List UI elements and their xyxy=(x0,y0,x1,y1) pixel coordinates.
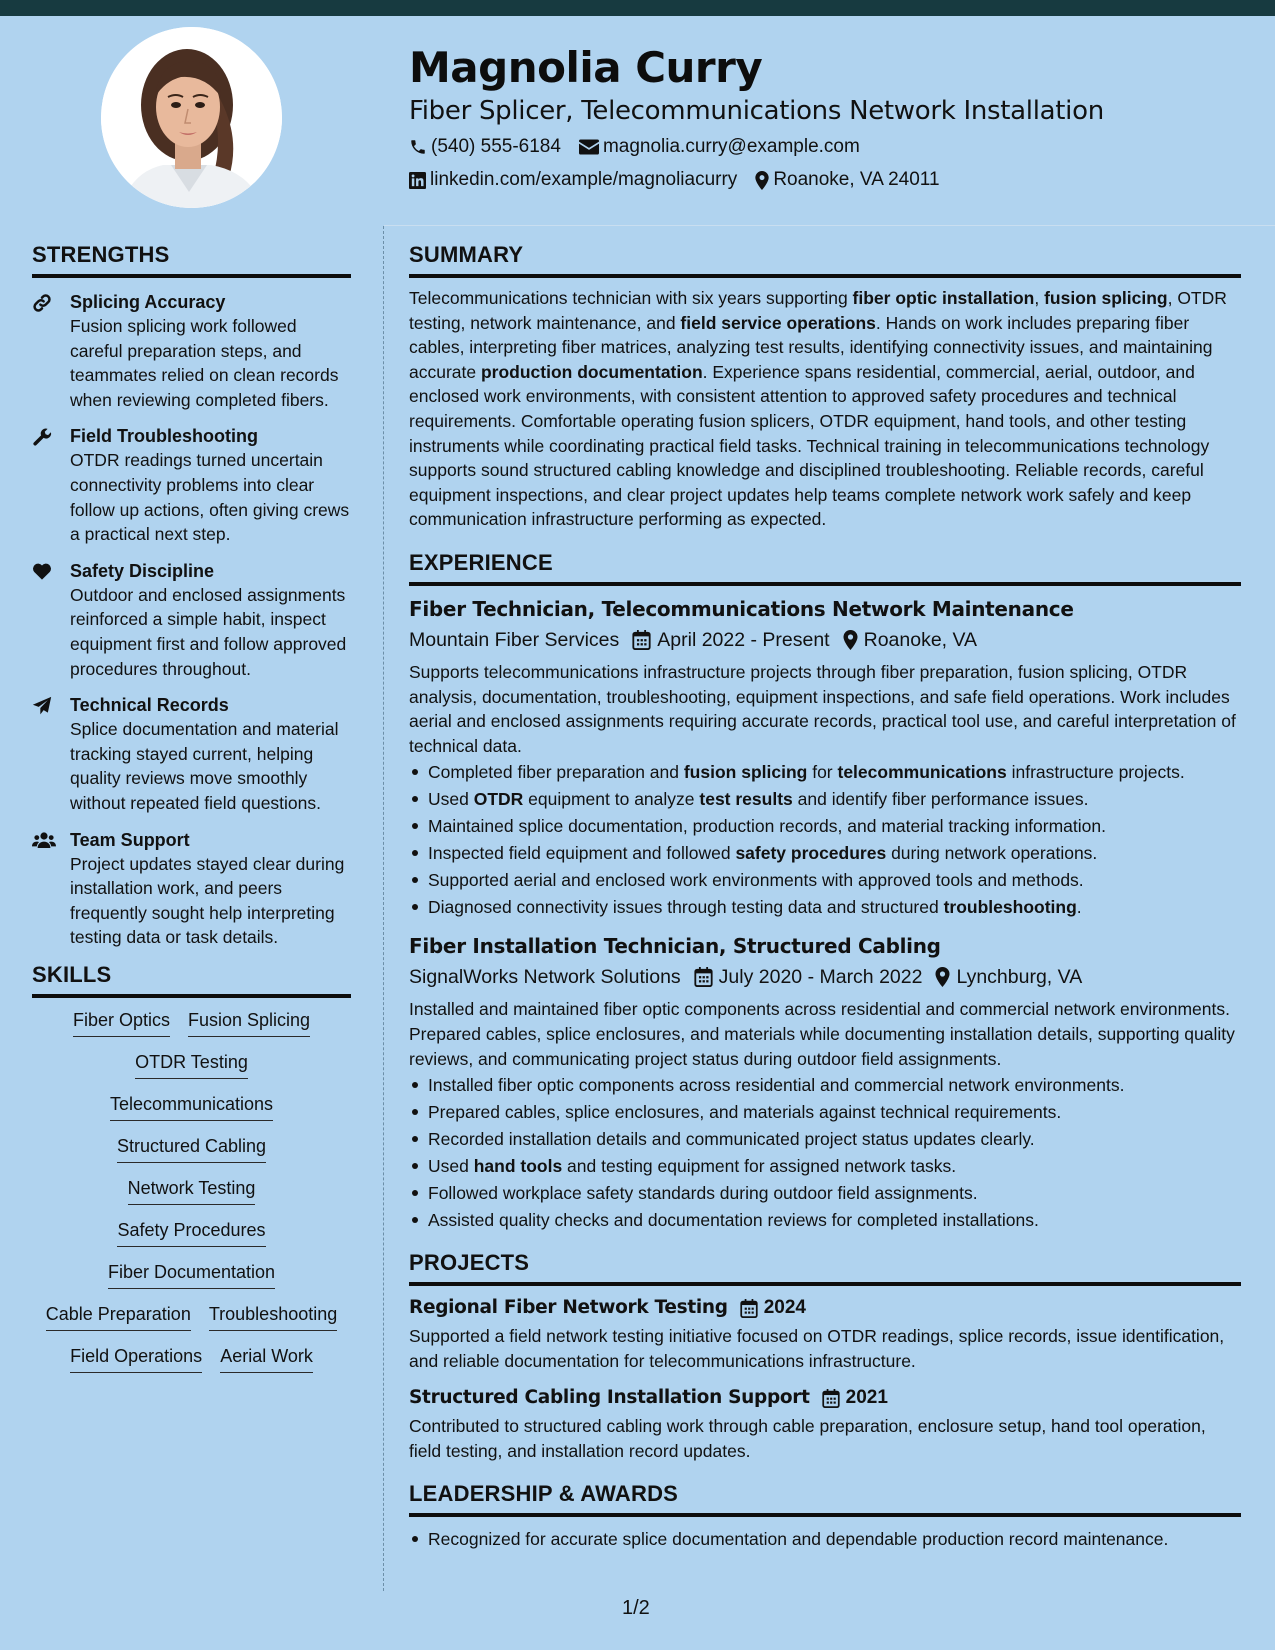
job-description: Installed and maintained fiber optic components across residential and commercial network environments. Prepared cables, splice enclosures, and materials while documenting installation details, supporting quality reviews, and communicating project status during outdoor field assignments. xyxy=(409,999,1235,1069)
job-description: Supports telecommunications infrastructure projects through fiber preparation, fusion splicing, OTDR analysis, documentation, troubleshooting, equipment inspections, and safe field operations. Work includes aerial and enclosed assignments requiring accurate records, practical tool use, and careful interpretation of technical data. xyxy=(409,661,1236,756)
location-text: Roanoke, VA 24011 xyxy=(773,169,940,190)
skill-row xyxy=(32,1008,351,1037)
project-entry xyxy=(409,1386,1241,1463)
candidate-title: Fiber Splicer, Telecommunications Network Installation xyxy=(409,96,1104,126)
phone-text: (540) 555-6184 xyxy=(431,136,561,157)
skill-row xyxy=(32,1092,351,1121)
experience-heading: EXPERIENCE xyxy=(409,550,1241,586)
phone-contact xyxy=(409,135,561,159)
award-item: Recognized for accurate splice documentation and dependable production record maintenance. xyxy=(428,1527,1241,1551)
email-contact[interactable] xyxy=(579,135,860,159)
profile-photo xyxy=(101,27,282,208)
skill-row xyxy=(32,1050,351,1079)
skill-tag: Fiber Documentation xyxy=(108,1260,275,1289)
strength-item xyxy=(32,828,351,950)
strength-item xyxy=(32,693,351,815)
job-role: Fiber Installation Technician, Structured Cabling xyxy=(409,934,941,959)
calendar-icon xyxy=(822,1389,840,1408)
summary-heading: SUMMARY xyxy=(409,242,1241,278)
project-name: Regional Fiber Network Testing xyxy=(409,1297,728,1319)
strength-desc: Fusion splicing work followed careful preparation steps, and teammates relied on clean records when reviewing completed fibers. xyxy=(70,316,339,410)
link-icon xyxy=(32,293,52,313)
strengths-list xyxy=(32,290,351,950)
skill-tag: Fusion Splicing xyxy=(188,1008,310,1037)
skill-tag: Network Testing xyxy=(128,1176,256,1205)
job-entry xyxy=(409,596,1241,919)
strength-desc: Splice documentation and material tracking stayed current, helping quality reviews move smoothly without repeated field questions. xyxy=(70,719,339,813)
job-meta xyxy=(409,627,1241,653)
skill-tag: Troubleshooting xyxy=(209,1302,337,1331)
phone-icon xyxy=(409,138,427,156)
skill-tag: Safety Procedures xyxy=(117,1218,265,1247)
strength-desc: Project updates stayed clear during installation work, and peers frequently sought help interpreting testing data or task details. xyxy=(70,853,345,948)
bullet-item: Diagnosed connectivity issues through testing data and structured troubleshooting. xyxy=(428,895,1241,919)
strength-item xyxy=(32,424,351,546)
project-description: Supported a field network testing initiative focused on OTDR readings, splice records, issue identification, and reliable documentation for telecommunications infrastructure. xyxy=(409,1326,1225,1371)
users-icon xyxy=(32,831,56,849)
skill-tag: Cable Preparation xyxy=(46,1302,191,1331)
job-location: Roanoke, VA xyxy=(863,628,978,651)
bullet-item: Prepared cables, splice enclosures, and materials against technical requirements. xyxy=(428,1100,1241,1124)
bullet-item: Followed workplace safety standards during outdoor field assignments. xyxy=(428,1181,1241,1205)
job-company: Mountain Fiber Services xyxy=(409,628,620,651)
strength-title: Splicing Accuracy xyxy=(70,292,226,312)
map-pin-icon xyxy=(935,967,950,987)
calendar-icon xyxy=(694,967,713,987)
linkedin-contact[interactable] xyxy=(409,168,737,192)
page-number: 1/2 xyxy=(622,1597,650,1619)
map-pin-icon xyxy=(755,171,769,190)
column-divider xyxy=(383,226,384,1591)
skill-tag: Telecommunications xyxy=(110,1092,273,1121)
job-bullets xyxy=(409,1073,1241,1232)
skill-tag: Structured Cabling xyxy=(117,1134,266,1163)
job-entry xyxy=(409,933,1241,1232)
linkedin-icon xyxy=(409,172,426,189)
strength-title: Safety Discipline xyxy=(70,560,215,581)
skill-tag: Fiber Optics xyxy=(73,1008,170,1037)
header xyxy=(409,42,1229,192)
skill-row xyxy=(32,1260,351,1289)
location-contact xyxy=(755,168,939,192)
project-year: 2021 xyxy=(845,1387,888,1409)
strength-title: Technical Records xyxy=(70,695,229,716)
skills-list xyxy=(32,1008,351,1373)
skill-tag: Field Operations xyxy=(70,1344,202,1373)
strength-item xyxy=(32,290,351,412)
strength-title: Team Support xyxy=(70,829,190,850)
candidate-name: Magnolia Curry xyxy=(409,43,763,92)
bullet-item: Recorded installation details and communicated project status updates clearly. xyxy=(428,1127,1241,1151)
linkedin-text[interactable]: linkedin.com/example/magnoliacurry xyxy=(430,169,738,190)
strength-title: Field Troubleshooting xyxy=(70,426,258,447)
job-dates: April 2022 - Present xyxy=(657,628,830,651)
map-pin-icon xyxy=(843,630,858,650)
header-divider xyxy=(384,225,1275,226)
calendar-icon xyxy=(632,630,651,650)
right-column xyxy=(409,242,1241,1554)
strength-item xyxy=(32,559,351,681)
awards-bullets xyxy=(409,1527,1241,1551)
bullet-item: Inspected field equipment and followed safety procedures during network operations. xyxy=(428,841,1241,865)
job-meta xyxy=(409,964,1241,990)
bullet-item: Installed fiber optic components across residential and commercial network environments. xyxy=(428,1073,1241,1097)
contact-row-2 xyxy=(409,168,1229,192)
skill-row xyxy=(32,1134,351,1163)
heart-icon xyxy=(32,562,52,580)
job-role: Fiber Technician, Telecommunications Network Maintenance xyxy=(409,596,1074,621)
skill-tag: Aerial Work xyxy=(220,1344,313,1373)
awards-heading: LEADERSHIP & AWARDS xyxy=(409,1481,1241,1517)
projects-heading: PROJECTS xyxy=(409,1250,1241,1286)
job-location: Lynchburg, VA xyxy=(956,966,1083,989)
project-entry xyxy=(409,1296,1241,1373)
strength-desc: OTDR readings turned uncertain connectivity problems into clear follow up actions, often giving crews a practical next step. xyxy=(70,450,350,545)
calendar-icon xyxy=(740,1299,758,1318)
skill-tag: OTDR Testing xyxy=(135,1050,248,1079)
bullet-item: Assisted quality checks and documentation reviews for completed installations. xyxy=(428,1208,1241,1232)
bullet-item: Maintained splice documentation, production records, and material tracking information. xyxy=(428,814,1241,838)
job-bullets xyxy=(409,760,1241,919)
top-bar xyxy=(0,0,1275,16)
bullet-item: Completed fiber preparation and fusion splicing for telecommunications infrastructure projects. xyxy=(428,760,1241,784)
job-company: SignalWorks Network Solutions xyxy=(409,966,681,989)
summary-text: Telecommunications technician with six years supporting fiber optic installation, fusion splicing, OTDR testing, network maintenance, and field service operations. Hands on work includes preparing fiber cables, interpreting fiber matrices, analyzing test results, identifying connectivity issues, and maintaining accurate production documentation. Experience spans residential, commercial, aerial, outdoor, and enclosed work environments, with consistent attention to approved safety procedures and technical requirements. Comfortable operating fusion splicers, OTDR equipment, hand tools, and other testing instruments while coordinating practical field tasks. Technical training in telecommunications technology supports sound structured cabling knowledge and disciplined troubleshooting. Reliable records, careful equipment inspections, and clear project updates help teams complete network work safely and keep communication infrastructure performing as expected. xyxy=(409,288,1227,530)
left-column xyxy=(32,242,351,1386)
skill-row xyxy=(32,1176,351,1205)
skill-row xyxy=(32,1344,351,1373)
project-description: Contributed to structured cabling work through cable preparation, enclosure setup, hand tool operation, field testing, and installation record updates. xyxy=(409,1416,1206,1461)
project-name: Structured Cabling Installation Support xyxy=(409,1387,810,1409)
envelope-icon xyxy=(579,139,599,155)
strength-desc: Outdoor and enclosed assignments reinforced a simple habit, inspect equipment first and follow approved procedures throughout. xyxy=(70,584,347,679)
skills-heading: SKILLS xyxy=(32,962,351,998)
skill-row xyxy=(32,1218,351,1247)
bullet-item: Supported aerial and enclosed work environments with approved tools and methods. xyxy=(428,868,1241,892)
email-text[interactable]: magnolia.curry@example.com xyxy=(602,136,860,157)
wrench-icon xyxy=(32,427,52,447)
job-dates: July 2020 - March 2022 xyxy=(718,966,923,989)
bullet-item: Used hand tools and testing equipment for assigned network tasks. xyxy=(428,1154,1241,1178)
skill-row xyxy=(32,1302,351,1331)
project-year: 2024 xyxy=(763,1297,806,1319)
paper-plane-icon xyxy=(32,696,52,716)
bullet-item: Used OTDR equipment to analyze test results and identify fiber performance issues. xyxy=(428,787,1241,811)
contact-row-1 xyxy=(409,135,1229,159)
strengths-heading: STRENGTHS xyxy=(32,242,351,278)
